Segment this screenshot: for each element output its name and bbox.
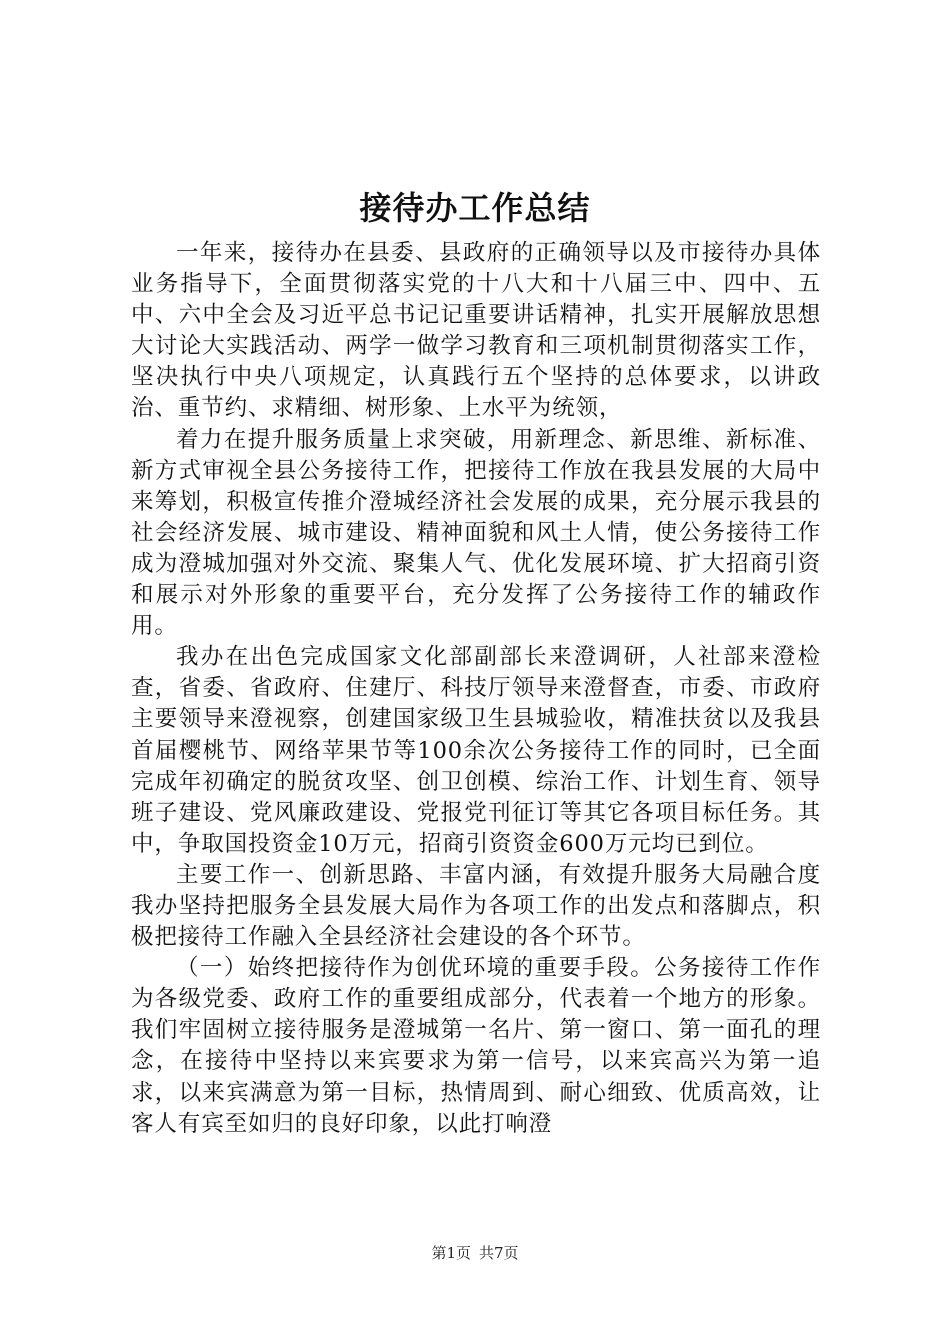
body-paragraph: 一年来，接待办在县委、县政府的正确领导以及市接待办具体业务指导下，全面贯彻落实党的十八大和十八届三中、四中、五中、六中全会及习近平总书记记重要讲话精神，扎实开展解放思想大讨论大实践活动、两学一做学习教育和三项机制贯彻落实工作，坚决执行中央八项规定，认真践行五个坚持的总体要求，以讲政治、重节约、求精细、树形象、上水平为统领， — [131, 240, 821, 422]
page-total: 共7页 — [479, 1244, 519, 1262]
page-number: 第1页 — [431, 1244, 471, 1262]
body-paragraph: 主要工作一、创新思路、丰富内涵，有效提升服务大局融合度我办坚持把服务全县发展大局作为各项工作的出发点和落脚点，积极把接待工作融入全县经济社会建设的各个环节。 — [131, 861, 821, 951]
document-body — [131, 238, 821, 1140]
body-paragraph: 着力在提升服务质量上求突破，用新理念、新思维、新标准、新方式审视全县公务接待工作，把接待工作放在我县发展的大局中来筹划，积极宣传推介澄城经济社会发展的成果，充分展示我县的社会经济发展、城市建设、精神面貌和风土人情，使公务接待工作成为澄城加强对外交流、聚集人气、优化发展环境、扩大招商引资和展示对外形象的重要平台，充分发挥了公务接待工作的辅政作用。 — [131, 426, 821, 640]
body-paragraph: 我办在出色完成国家文化部副部长来澄调研，人社部来澄检查，省委、省政府、住建厅、科技厅领导来澄督查，市委、市政府主要领导来澄视察，创建国家级卫生县城验收，精准扶贫以及我县首届樱桃节、网络苹果节等100余次公务接待工作的同时，已全面完成年初确定的脱贫攻坚、创卫创模、综治工作、计划生育、领导班子建设、党风廉政建设、党报党刊征订等其它各项目标任务。其中，争取国投资金10万元，招商引资资金600万元均已到位。 — [131, 644, 821, 857]
page-footer — [0, 1243, 950, 1263]
document-title: 接待办工作总结 — [359, 189, 591, 227]
body-paragraph: （一）始终把接待作为创优环境的重要手段。公务接待工作作为各级党委、政府工作的重要组成部分，代表着一个地方的形象。我们牢固树立接待服务是澄城第一名片、第一窗口、第一面孔的理念，在接待中坚持以来宾要求为第一信号，以来宾高兴为第一追求，以来宾满意为第一目标，热情周到、耐心细致、优质高效，让客人有宾至如归的良好印象，以此打响澄 — [131, 955, 821, 1137]
